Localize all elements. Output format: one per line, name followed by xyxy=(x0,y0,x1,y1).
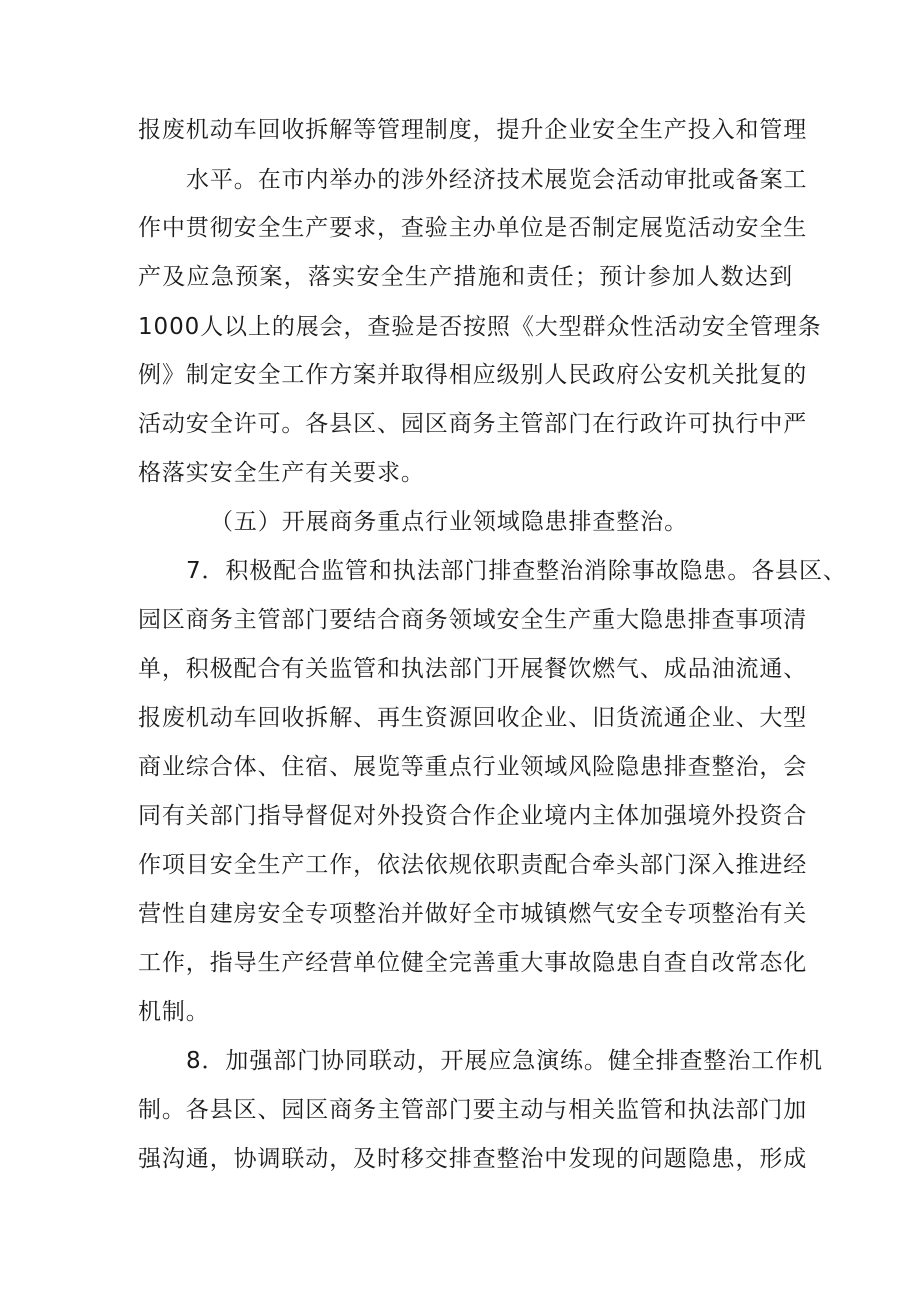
item-8-line-3: 强沟通，协调联动，及时移交排查整治中发现的问题隐患，形成 xyxy=(138,1146,808,1172)
text-line-6: 例》制定安全工作方案并取得相应级别人民政府公安机关批复的 xyxy=(138,362,808,388)
item-7-line-8: 营性自建房安全专项整治并做好全市城镇燃气安全专项整治有关 xyxy=(138,901,808,927)
text-line-5: 1000人以上的展会，查验是否按照《大型群众性活动安全管理条 xyxy=(138,314,822,340)
item-7-line-3: 单，积极配合有关监管和执法部门开展餐饮燃气、成品油流通、 xyxy=(138,656,808,682)
text-line-3: 作中贯彻安全生产要求，查验主办单位是否制定展览活动安全生 xyxy=(138,215,808,241)
item-7-line-4: 报废机动车回收拆解、再生资源回收企业、旧货流通企业、大型 xyxy=(138,705,808,731)
text-line-2: 水平。在市内举办的涉外经济技术展览会活动审批或备案工 xyxy=(186,167,808,193)
item-8-line-1: 8．加强部门协同联动，开展应急演练。健全排查整治工作机 xyxy=(186,1048,823,1074)
item-7-line-9: 工作，指导生产经营单位健全完善重大事故隐患自查自改常态化 xyxy=(138,950,808,976)
item-7-line-7: 作项目安全生产工作，依法依规依职责配合牵头部门深入推进经 xyxy=(138,852,808,878)
item-7-line-10: 机制。 xyxy=(138,999,210,1025)
item-7-line-5: 商业综合体、住宿、展览等重点行业领域风险隐患排查整治，会 xyxy=(138,754,808,780)
item-7-line-2: 园区商务主管部门要结合商务领域安全生产重大隐患排查事项清 xyxy=(138,607,808,633)
text-line-7: 活动安全许可。各县区、园区商务主管部门在行政许可执行中严 xyxy=(138,411,808,437)
item-7-line-6: 同有关部门指导督促对外投资合作企业境内主体加强境外投资合 xyxy=(138,803,808,829)
text-line-1: 报废机动车回收拆解等管理制度，提升企业安全生产投入和管理 xyxy=(138,117,808,143)
item-7-line-1: 7．积极配合监管和执法部门排查整治消除事故隐患。各县区、 xyxy=(186,558,847,584)
item-8-line-2: 制。各县区、园区商务主管部门要主动与相关监管和执法部门加 xyxy=(138,1097,808,1123)
text-line-4: 产及应急预案，落实安全生产措施和责任；预计参加人数达到 xyxy=(138,264,793,290)
section-heading: （五）开展商务重点行业领域隐患排查整治。 xyxy=(210,509,688,535)
text-line-8: 格落实安全生产有关要求。 xyxy=(138,460,425,486)
